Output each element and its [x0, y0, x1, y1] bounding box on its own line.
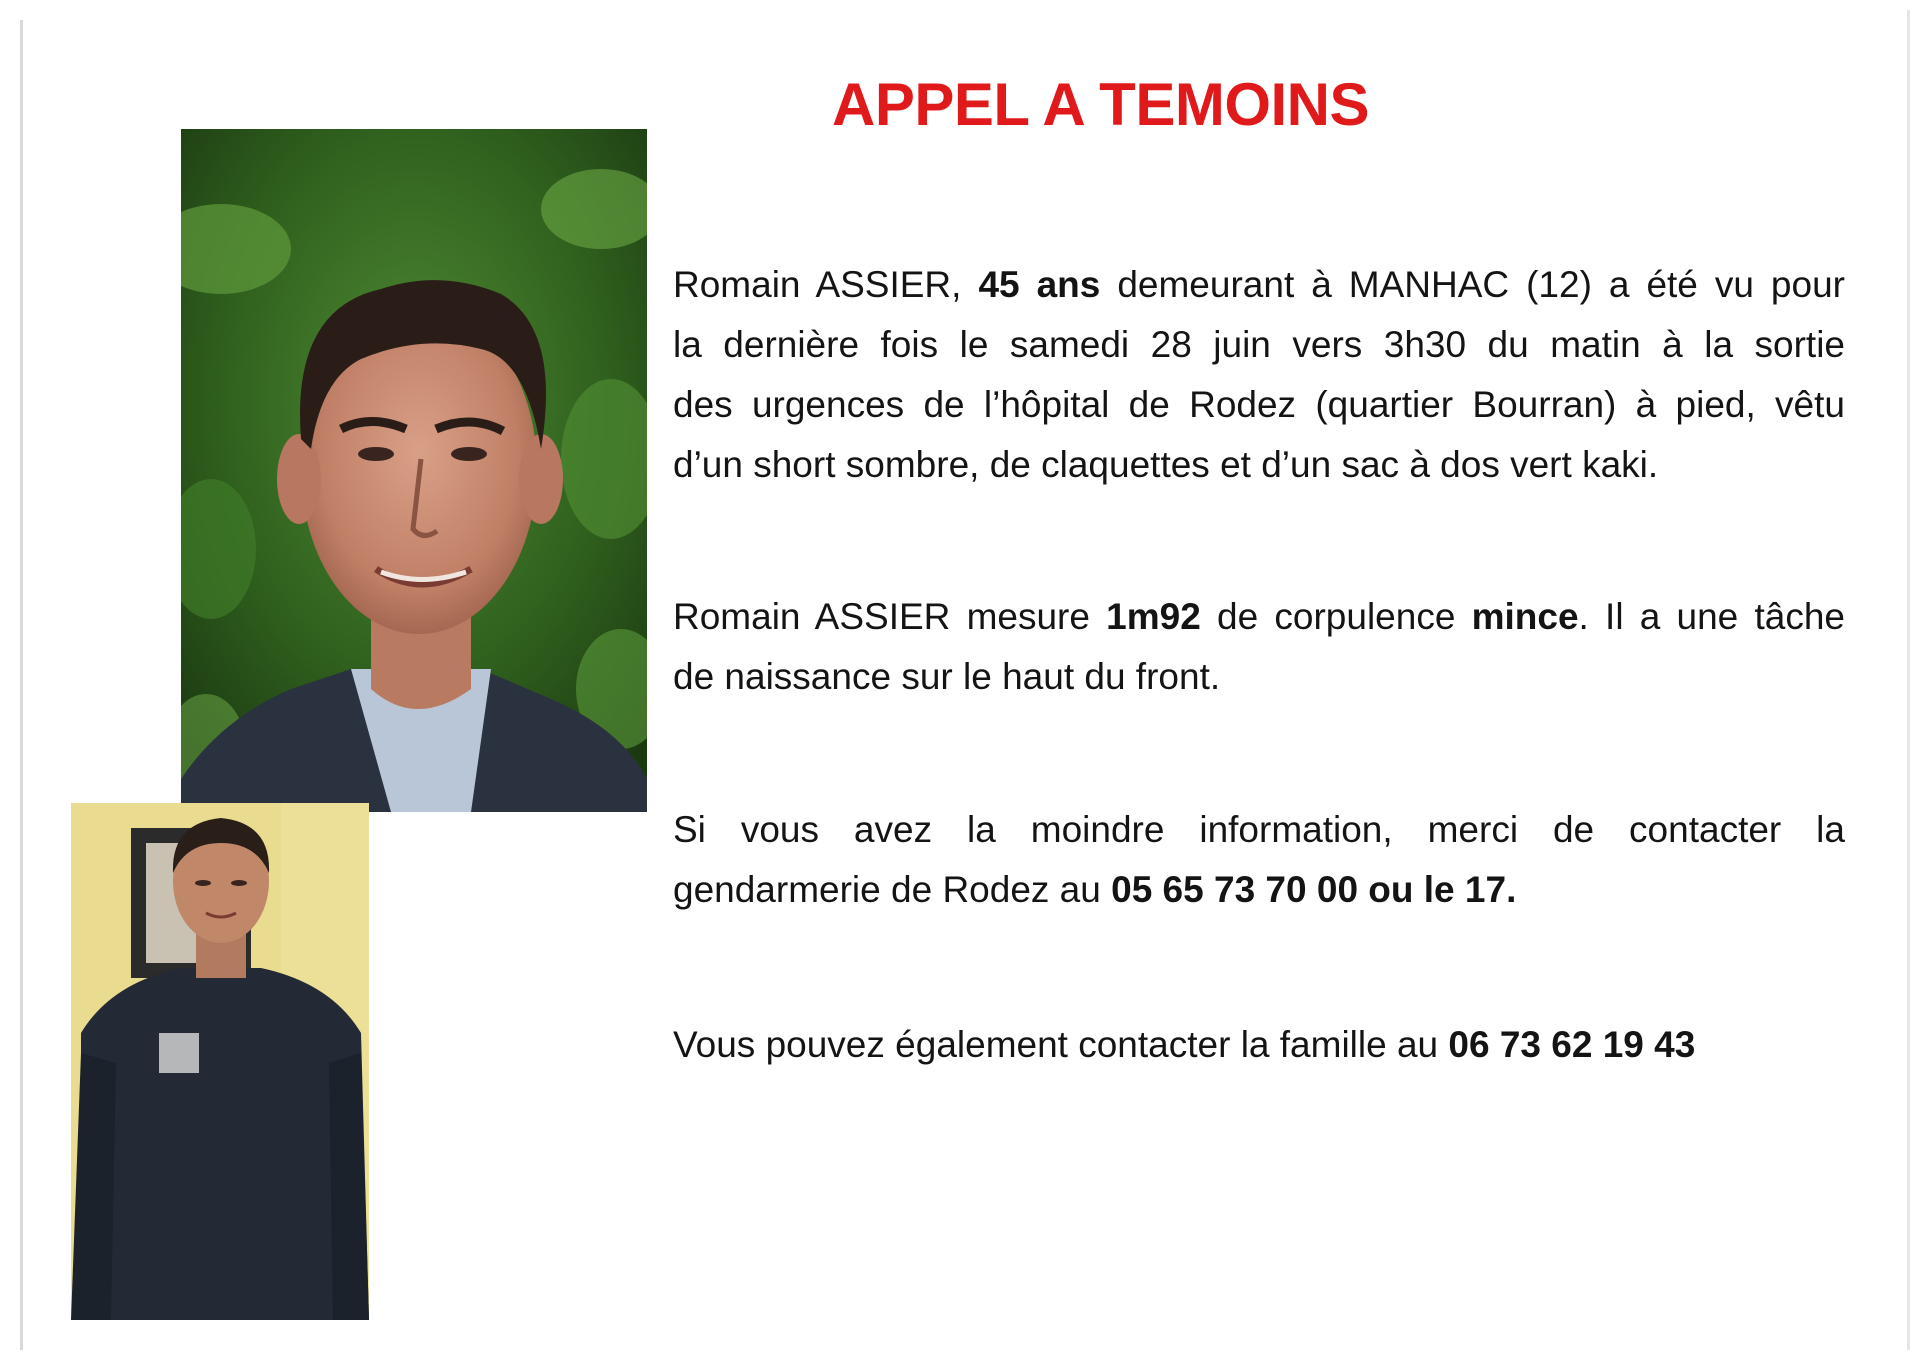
text-fragment: demeurant à MANHAC (12) a été vu pour: [1100, 264, 1845, 305]
build-bold: mince: [1471, 596, 1579, 637]
height-bold: 1m92: [1106, 596, 1201, 637]
text-fragment: gendarmerie de Rodez au: [673, 869, 1112, 910]
paragraph-description: [673, 587, 1845, 707]
page-edge-left: [20, 20, 23, 1350]
text-fragment: de corpulence: [1200, 596, 1472, 637]
text-line: de naissance sur le haut du front.: [673, 656, 1221, 697]
text-line: la dernière fois le samedi 28 juin vers 3h30 du matin à la sortie: [673, 324, 1845, 365]
portrait-photo: [181, 129, 647, 812]
paragraph-contact-family: [673, 1015, 1845, 1075]
paragraph-contact-gendarmerie: [673, 800, 1845, 920]
text-line: [673, 1015, 1845, 1075]
text-line: [673, 587, 1845, 647]
family-phone: 06 73 62 19 43: [1448, 1024, 1696, 1065]
paragraph-disappearance: [673, 255, 1845, 495]
text-fragment: Romain ASSIER mesure: [673, 596, 1107, 637]
text-line: [673, 255, 1845, 315]
text-line: d’un short sombre, de claquettes et d’un sac à dos vert kaki.: [673, 444, 1659, 485]
full-body-photo: [71, 803, 369, 1320]
age-bold: 45 ans: [978, 264, 1101, 305]
text-fragment: . Il a une tâche: [1578, 596, 1845, 637]
text-line: [673, 860, 1845, 920]
page-title: APPEL A TEMOINS: [832, 71, 1370, 138]
gendarmerie-phone: 05 65 73 70 00 ou le 17.: [1111, 869, 1517, 910]
text-fragment: Romain ASSIER,: [673, 264, 979, 305]
text-fragment: Vous pouvez également contacter la famille au: [673, 1024, 1449, 1065]
page-edge-right: [1907, 10, 1910, 1350]
text-line: Si vous avez la moindre information, merci de contacter la: [673, 809, 1845, 850]
text-line: des urgences de l’hôpital de Rodez (quartier Bourran) à pied, vêtu: [673, 384, 1845, 425]
